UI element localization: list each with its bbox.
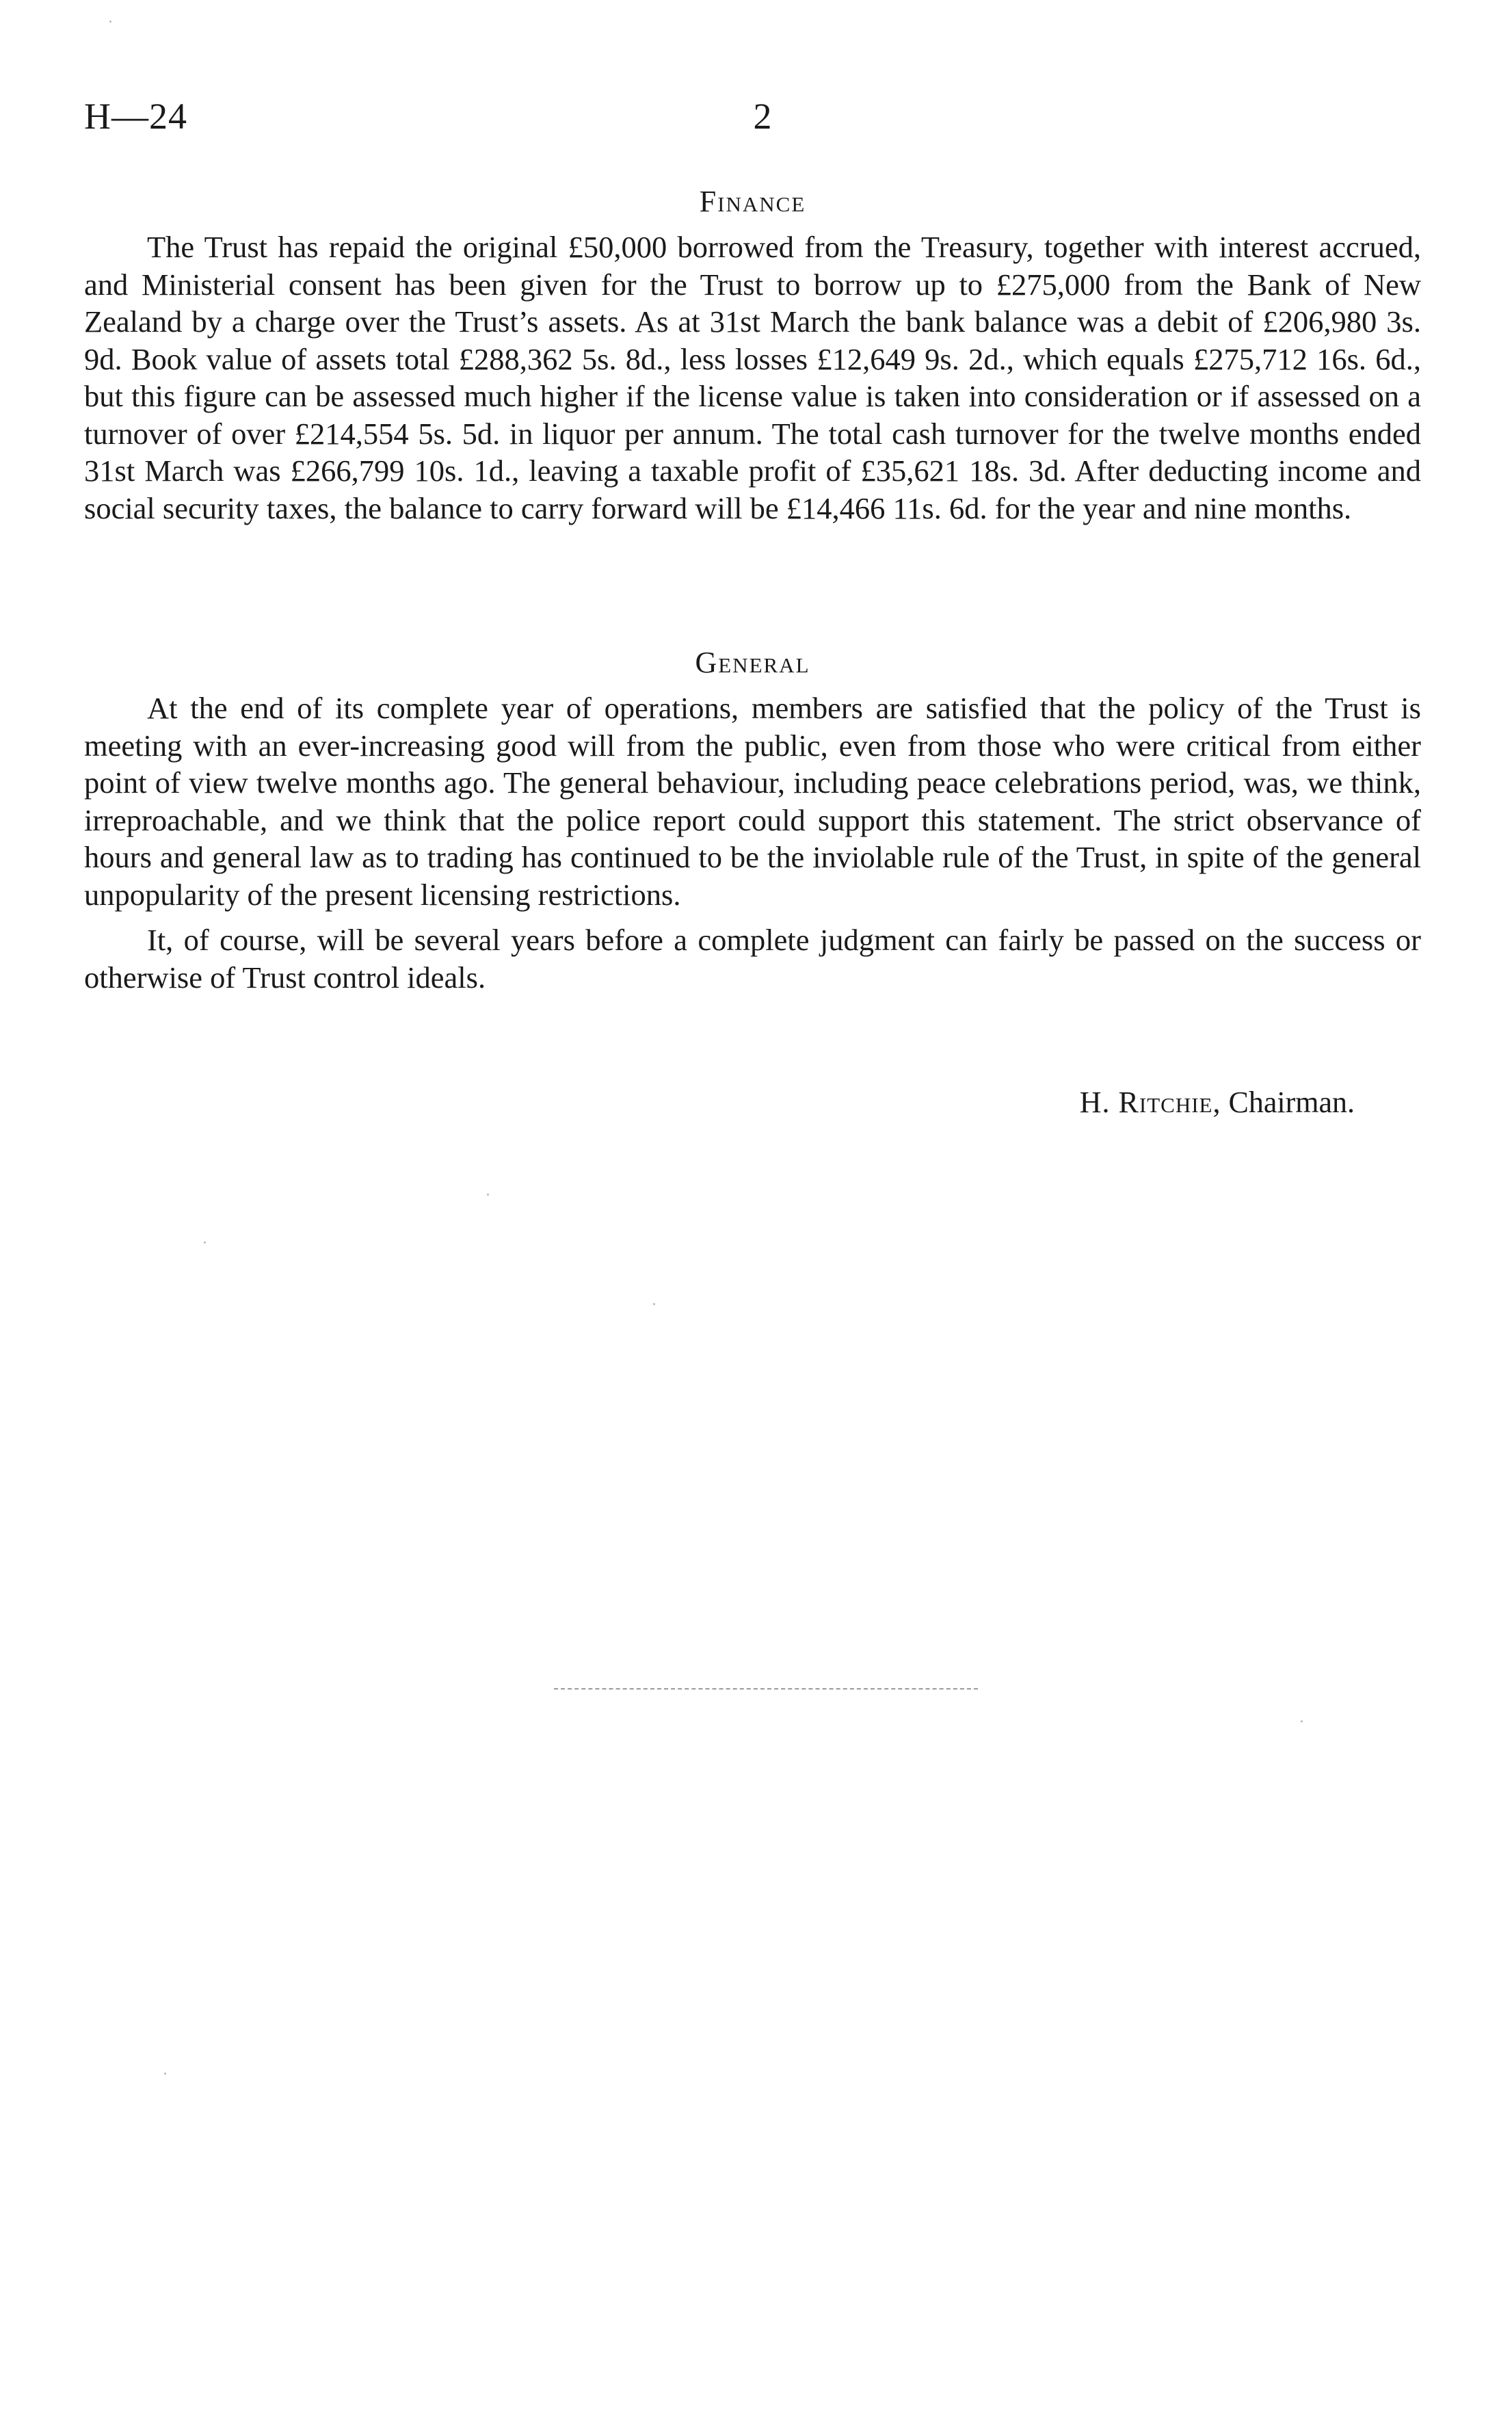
document-reference: H—24 [84, 96, 187, 137]
signatory-title: Chairman. [1228, 1086, 1355, 1119]
scan-speck [653, 1303, 655, 1305]
scan-speck [164, 2073, 166, 2075]
end-divider [554, 1688, 978, 1690]
finance-paragraph: The Trust has repaid the original £50,000 borrowed from the Treasury, together with interest accrued, and Ministerial consent has been given for the Trust to borrow up to £275,000 from the Bank of New Zealand by a charge over the Trust’s assets. As at 31st March the bank balance was a debit of £206,980 3s. 9d. Book value of assets total £288,362 5s. 8d., less losses £12,649 9s. 2d., which equals £275,712 16s. 6d., but this figure can be assessed much higher if the license value is taken into consideration or if assessed on a turnover of over £214,554 5s. 5d. in liquor per annum. The total cash turnover for the twelve months ended 31st March was £266,799 10s. 1d., leaving a taxable profit of £35,621 18s. 3d. After deducting income and social security taxes, the balance to carry forward will be £14,466 11s. 6d. for the year and nine months. [84, 230, 1421, 525]
scan-speck [1301, 1720, 1303, 1722]
scan-speck [487, 1194, 489, 1196]
general-paragraph: It, of course, will be several years before a complete judgment can fairly be passed on the success or otherwise of Trust control ideals. [84, 923, 1421, 995]
finance-heading: Finance [699, 185, 806, 218]
finance-section [84, 183, 1421, 527]
general-paragraph: At the end of its complete year of operations, members are satisfied that the policy of the Trust is meeting with an ever-increasing good will from the public, even from those who were critical from either point of view twelve months ago. The general behaviour, including peace celebrations period, was, we think, irreproachable, and we think that the police report could support this statement. The strict observance of hours and general law as to trading has continued to be the inviolable rule of the Trust, in spite of the general unpopularity of the present licensing restrictions. [84, 691, 1421, 912]
signature-block [1080, 1084, 1355, 1121]
scan-speck [109, 21, 111, 23]
general-heading: General [695, 646, 810, 679]
scan-speck [204, 1241, 206, 1244]
page-number: 2 [753, 96, 772, 137]
signatory-name: H. Ritchie, [1079, 1086, 1221, 1119]
general-section [84, 644, 1421, 996]
